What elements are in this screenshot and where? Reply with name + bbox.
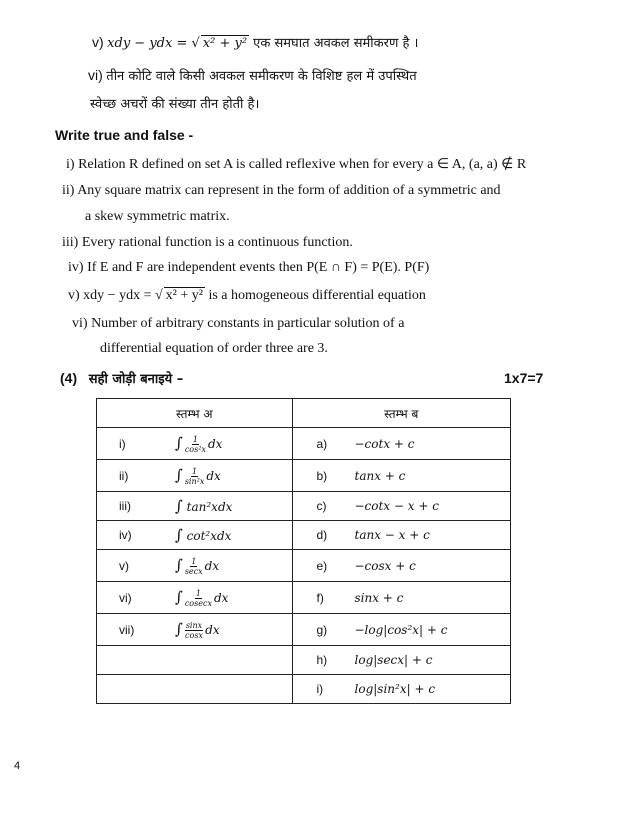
integral-sign: ∫ [175, 526, 183, 544]
item-label: iii) [62, 235, 79, 250]
answer-expression: −cotx + c [354, 436, 415, 451]
table-row [97, 521, 511, 550]
item-label: v) [68, 288, 80, 303]
answer-expression: log|secx| + c [354, 653, 433, 667]
table-row [97, 550, 511, 582]
item-text: Relation R defined on set A is called reflexive when for every a ∈ A, (a, a) ∉ R [78, 157, 527, 172]
integral-expression [175, 526, 231, 544]
table-header-row [97, 399, 511, 428]
tf-item-vi [72, 315, 404, 333]
tf-item-iii [62, 234, 353, 252]
integral-sign: ∫ [175, 465, 183, 484]
table-row [97, 675, 511, 704]
empty-cell [97, 675, 293, 704]
item-text: is a homogeneous differential equation [204, 288, 426, 303]
row-label: d) [316, 528, 328, 542]
integral-expression [175, 620, 220, 640]
integral-sign: ∫ [175, 433, 183, 452]
answer-expression: −cotx − x + c [354, 499, 439, 513]
fraction-denominator: cosx [185, 630, 203, 640]
tf-item-i [66, 156, 526, 174]
item-label: vi) [72, 316, 88, 331]
fraction-denominator: cos²x [184, 444, 206, 454]
integral-expression [175, 588, 228, 608]
table-row [97, 646, 511, 675]
fraction-numerator: 1 [191, 556, 197, 566]
integral-tail: dx [206, 468, 221, 483]
row-label: i) [119, 436, 126, 451]
row-label: i) [316, 682, 324, 696]
answer-expression: tanx − x + c [354, 528, 430, 542]
answer-expression: −log|cos²x| + c [354, 622, 448, 637]
item-label: ii) [62, 183, 75, 198]
sqrt-expression: x² + y² [202, 36, 248, 51]
fraction-numerator: sinx [185, 620, 203, 630]
row-label: c) [316, 499, 327, 513]
item-text: If E and F are independent events then P(E ∩ F) = P(E). P(F) [87, 260, 430, 275]
answer-expression: log|sin²x| + c [354, 682, 436, 696]
row-label: ii) [119, 468, 129, 483]
integral-tail: dx [204, 558, 220, 573]
row-label: iv) [119, 528, 132, 542]
page-number: 4 [14, 760, 21, 772]
fraction-denominator: sin²x [184, 476, 205, 486]
col-a-header: स्तम्भ अ [97, 399, 293, 428]
item-label: v) [92, 34, 104, 50]
col-b-header: स्तम्भ ब [292, 399, 511, 428]
fraction-numerator: 1 [195, 588, 201, 598]
integral-tail: dx [207, 436, 223, 451]
integral-expression [175, 466, 221, 486]
fraction-denominator: secx [184, 566, 203, 576]
tf-item-ii-line2: a skew symmetric matrix. [85, 209, 230, 224]
row-label: a) [316, 436, 328, 451]
integral-sign: ∫ [175, 555, 183, 574]
item-label: iv) [68, 260, 84, 275]
row-label: f) [316, 590, 324, 605]
integral-sign: ∫ [175, 619, 183, 638]
table-row [97, 614, 511, 646]
row-label: b) [316, 468, 328, 483]
table-row [97, 492, 511, 521]
item-text: Number of arbitrary constants in particular solution of a [91, 316, 405, 331]
fraction-denominator: cosecx [184, 598, 212, 608]
integral-tail: dx [205, 622, 220, 637]
hindi-text: तीन कोटि वाले किसी अवकल समीकरण के विशिष्ट हल में उपस्थित [106, 69, 417, 84]
row-label: g) [316, 622, 328, 637]
tf-item-ii [62, 182, 501, 200]
table-row [97, 582, 511, 614]
item-text: Every rational function is a continuous function. [81, 235, 353, 250]
marks-label: 1x7=7 [504, 370, 544, 386]
answer-expression: −cosx + c [354, 558, 416, 573]
table-row [97, 460, 511, 492]
row-label: v) [119, 558, 129, 573]
integrand: tan²xdx [186, 500, 233, 514]
match-heading [60, 369, 183, 389]
integral-sign: ∫ [175, 587, 183, 606]
sqrt-expression: x² + y² [165, 288, 203, 303]
match-title: सही जोड़ी बनाइये – [88, 372, 184, 387]
row-label: e) [316, 558, 328, 573]
integral-sign: ∫ [175, 497, 183, 515]
row-label: iii) [119, 499, 131, 513]
empty-cell [97, 646, 293, 675]
integral-expression [175, 434, 222, 454]
fraction-numerator: 1 [192, 466, 198, 476]
true-false-heading: Write true and false - [55, 127, 194, 143]
item-label: vi) [88, 67, 103, 83]
integrand: cot²xdx [186, 529, 232, 543]
math-expression: xdy − ydx = [83, 288, 155, 303]
row-label: h) [316, 653, 328, 667]
table-row [97, 428, 511, 460]
hindi-text: एक समघात अवकल समीकरण है । [249, 36, 419, 51]
math-expression: xdy − ydx = [107, 36, 192, 51]
hindi-item-vi [88, 66, 417, 86]
integral-expression [175, 497, 232, 515]
answer-expression: sinx + c [354, 590, 404, 605]
hindi-item-v: v) xdy − ydx = √ x² + y² एक समघात अवकल समीकरण है । [92, 34, 419, 51]
item-label: i) [66, 157, 75, 172]
tf-item-iv [68, 259, 429, 277]
fraction-numerator: 1 [192, 434, 198, 444]
match-table [96, 398, 511, 704]
hindi-item-vi-line2: स्वेच्छ अचरों की संख्या तीन होती है। [90, 97, 260, 112]
question-number: (4) [60, 370, 78, 386]
tf-item-v: v) xdy − ydx = √ x² + y² is a homogeneous differential equation [68, 288, 426, 303]
row-label: vii) [119, 622, 135, 637]
answer-expression: tanx + c [354, 468, 406, 483]
tf-item-vi-line2: differential equation of order three are 3. [100, 341, 328, 356]
row-label: vi) [119, 590, 132, 605]
item-text: Any square matrix can represent in the form of addition of a symmetric and [77, 183, 501, 198]
integral-expression [175, 556, 219, 576]
integral-tail: dx [213, 590, 229, 605]
